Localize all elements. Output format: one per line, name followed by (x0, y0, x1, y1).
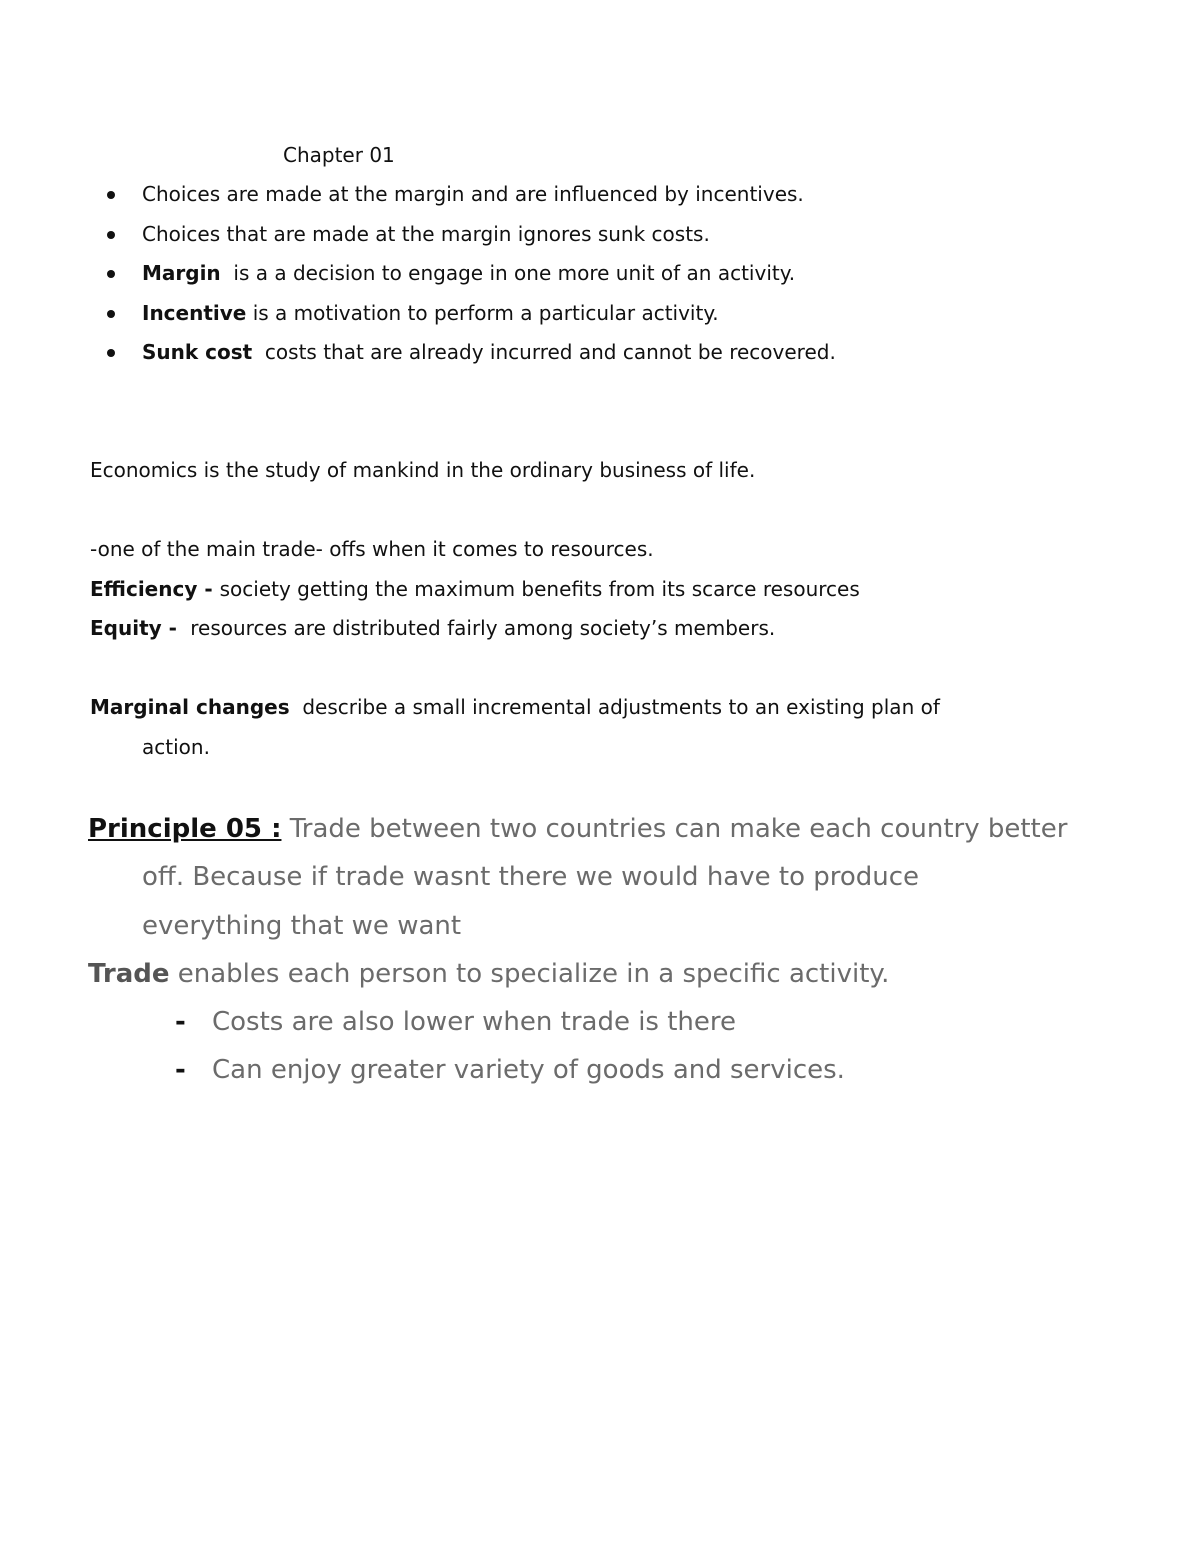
bullet-icon (107, 231, 115, 239)
list-item-text: is a motivation to perform a particular activity. (246, 301, 719, 325)
list-item (142, 300, 719, 326)
term-incentive: Incentive (142, 301, 247, 325)
efficiency-text: society getting the maximum benefits from its scarce resources (219, 577, 860, 601)
list-item (142, 221, 710, 247)
list-item (142, 260, 795, 286)
bullet-icon (107, 310, 115, 318)
list-item-text: Can enjoy greater variety of goods and services. (212, 1055, 845, 1085)
list-item (142, 339, 836, 365)
bullet-icon (107, 191, 115, 199)
list-item-text: Costs are also lower when trade is there (212, 1007, 737, 1037)
list-item-text: is a a decision to engage in one more unit of an activity. (220, 261, 796, 285)
term-sunk-cost: Sunk cost (142, 340, 253, 364)
trade-definition (88, 957, 889, 991)
marginal-changes-continuation: action. (142, 735, 210, 759)
bullet-icon (107, 270, 115, 278)
bullet-icon (107, 349, 115, 357)
list-item-text: costs that are already incurred and cannot be recovered. (252, 340, 836, 364)
marginal-changes-text: describe a small incremental adjustments to an existing plan of (289, 695, 940, 719)
dash-bullet-icon: - (175, 1055, 186, 1085)
list-item-text: Choices are made at the margin and are influenced by incentives. (142, 182, 804, 206)
economics-definition: Economics is the study of mankind in the ordinary business of life. (90, 458, 756, 482)
principle-heading-line (88, 812, 1067, 846)
list-item (175, 1053, 845, 1087)
term-margin: Margin (142, 261, 221, 285)
list-item (142, 181, 804, 207)
principle-text: Trade between two countries can make each country better (281, 814, 1068, 844)
principle-heading: Principle 05 : (88, 814, 282, 844)
term-trade: Trade (88, 959, 170, 989)
trade-text: enables each person to specialize in a specific activity. (169, 959, 890, 989)
equity-definition (90, 615, 775, 641)
marginal-changes-definition (90, 694, 940, 720)
equity-text: resources are distributed fairly among society’s members. (183, 616, 776, 640)
term-equity: Equity - (90, 616, 184, 640)
term-efficiency: Efficiency - (90, 577, 220, 601)
list-item-text: Choices that are made at the margin ignores sunk costs. (142, 222, 710, 246)
dash-bullet-icon: - (175, 1007, 186, 1037)
chapter-title: Chapter 01 (283, 143, 395, 167)
efficiency-definition (90, 576, 860, 602)
term-marginal-changes: Marginal changes (90, 695, 290, 719)
tradeoff-intro: -one of the main trade- offs when it comes to resources. (90, 537, 654, 561)
list-item (175, 1005, 737, 1039)
principle-continuation: off. Because if trade wasnt there we would have to produce (142, 862, 920, 892)
principle-continuation: everything that we want (142, 911, 462, 941)
